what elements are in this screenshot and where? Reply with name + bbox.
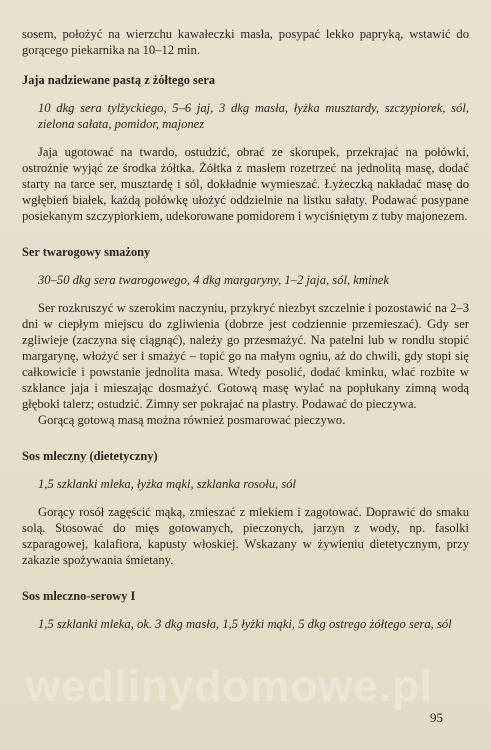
watermark-text: wedlinydomowe.pl: [26, 662, 434, 711]
recipe-title-sos-mleczny: Sos mleczny (dietetyczny): [22, 449, 158, 463]
recipe-paragraph-ser-1: Ser rozkruszyć w szerokim naczyniu, przykryć niezbyt szczelnie i pozostawić na 2–3 dni w ciepłym miejscu do zgliwienia (dobrze jest codziennie przemieszać). Gdy ser zgliwieje (zaczyna się ciągnąć), należy go przesmażyć. Na patelni lub w rondlu stopić margarynę, włożyć ser i smażyć – topić go na małym ogniu, aż do chwili, gdy stopi się całkowicie i powstanie jednolita masa. Wtedy posolić, dodać kminku, wlać rozbite w szklance jaja i mieszając dosmażyć. Gotową masę wylać na popłukany zimną wodą głęboki talerz; ostudzić. Zimny ser pokrajać na plastry. Podawać do pieczywa.: [22, 301, 469, 411]
recipe-ingredients-sos-mleczny: 1,5 szklanki mleka, łyżka mąki, szklanka rosołu, sól: [38, 477, 297, 491]
recipe-ingredients-sos-mleczno-serowy: 1,5 szklanki mleka, ok. 3 dkg masła, 1,5 łyżki mąki, 5 dkg ostrego żółtego sera, sól: [38, 617, 452, 631]
recipe-paragraph-sos-mleczny: Gorący rosół zagęścić mąką, zmieszać z mlekiem i zagotować. Doprawić do smaku solą. Stosować do mięs gotowanych, pieczonych, jarzyn z wody, np. fasolki szparagowej, kalafiora, kapusty włoskiej. Wskazany w żywieniu dietetycznym, przy zakazie spożywania śmietany.: [22, 505, 469, 567]
recipe-title-ser: Ser twarogowy smażony: [22, 245, 151, 259]
recipe-paragraph-jaja: Jaja ugotować na twardo, ostudzić, obrać ze skorupek, przekrajać na połówki, ostrożnie wyjąć ze środka żółtka. Żółtka z masłem rozetrzeć na jednolitą masę, dodać starty na tarce ser, musztardę i sól, dokładnie wymieszać. Łyżeczką nakładać masę do wgłębień białek, każdą połówkę ułożyć oddzielnie na listku sałaty. Podawać posypane posiekanym szczypiorkiem, udekorowane pomidorem i wyciśniętym z tuby majonezem.: [22, 145, 469, 223]
recipe-title-sos-mleczno-serowy: Sos mleczno-serowy I: [22, 589, 136, 603]
page-number: 95: [430, 710, 443, 725]
recipe-title-jaja: Jaja nadziewane pastą z żółtego sera: [22, 73, 216, 87]
recipe-ingredients-ser: 30–50 dkg sera twarogowego, 4 dkg margaryny, 1–2 jaja, sól, kminek: [38, 273, 389, 287]
recipe-ingredients-jaja: 10 dkg sera tylżyckiego, 5–6 jaj, 3 dkg masła, łyżka musztardy, szczypiorek, sól, zielona sałata, pomidor, majonez: [38, 101, 469, 131]
intro-paragraph: sosem, położyć na wierzchu kawałeczki masła, posypać lekko papryką, wstawić do gorącego piekarnika na 10–12 min.: [22, 27, 469, 57]
recipe-paragraph-ser-2: Gorącą gotową masą można również posmarować pieczywo.: [38, 413, 346, 427]
